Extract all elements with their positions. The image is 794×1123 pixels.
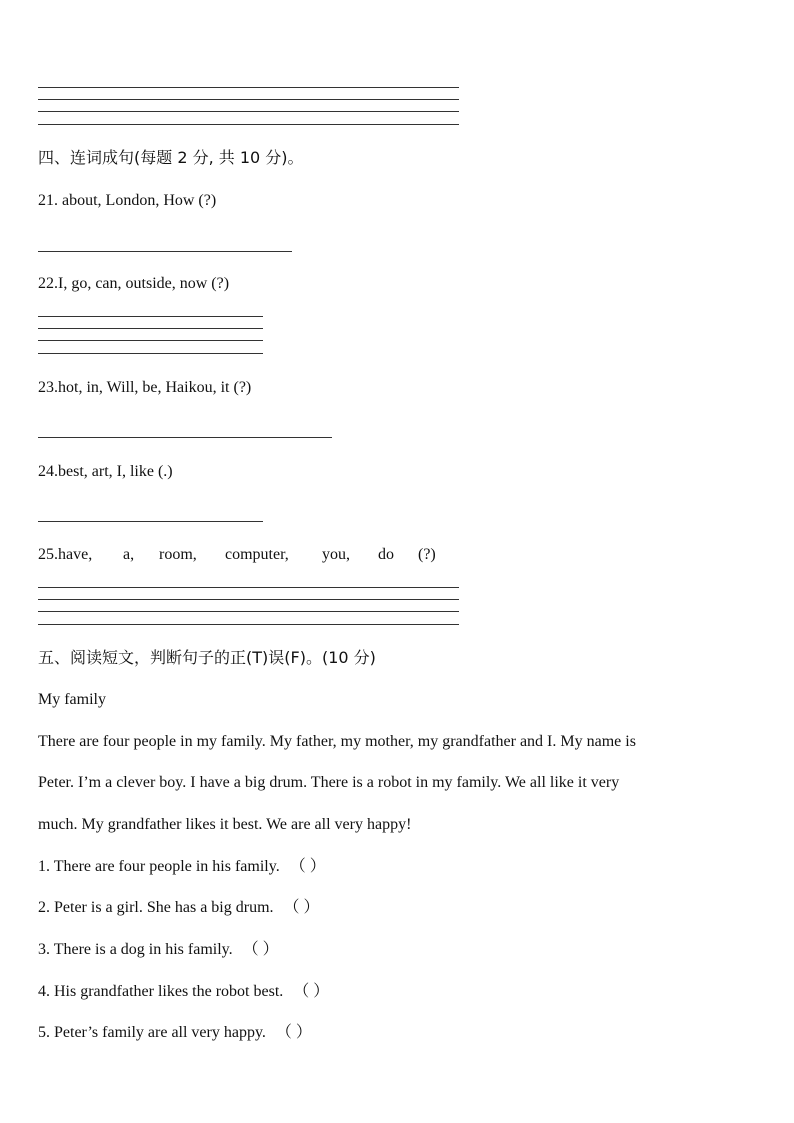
- question-words: .best, art, I, like (.): [54, 463, 173, 480]
- answer-line[interactable]: [38, 124, 459, 125]
- statement-text: 2. Peter is a girl. She has a big drum.: [38, 899, 274, 916]
- answer-line[interactable]: [38, 587, 459, 588]
- word: .have,: [54, 546, 93, 563]
- question-words: .I, go, can, outside, now (?): [54, 275, 230, 292]
- word: you,: [322, 546, 350, 563]
- answer-line[interactable]: [38, 624, 459, 625]
- statement-1: [38, 857, 326, 877]
- answer-line[interactable]: [38, 316, 263, 317]
- statement-text: 1. There are four people in his family.: [38, 858, 280, 875]
- answer-line[interactable]: [38, 599, 459, 600]
- question-21: [38, 191, 216, 211]
- passage-line: Peter. I’m a clever boy. I have a big drum. There is a robot in my family. We all like it very: [38, 774, 620, 791]
- word: room,: [159, 546, 197, 563]
- question-number: 21: [38, 192, 54, 209]
- question-24: [38, 462, 173, 482]
- word: do: [378, 546, 394, 563]
- answer-line[interactable]: [38, 611, 459, 612]
- question-number: 23: [38, 379, 54, 396]
- answer-line[interactable]: [38, 111, 459, 112]
- answer-line-23[interactable]: [38, 437, 332, 438]
- statement-4: [38, 982, 329, 1002]
- answer-line[interactable]: [38, 99, 459, 100]
- answer-line[interactable]: [38, 353, 263, 354]
- answer-line-21[interactable]: [38, 251, 292, 252]
- statement-3: [38, 940, 279, 960]
- question-words: .hot, in, Will, be, Haikou, it (?): [54, 379, 252, 396]
- statement-2: [38, 898, 320, 918]
- statement-text: 4. His grandfather likes the robot best.: [38, 983, 284, 1000]
- question-number: 25: [38, 546, 54, 563]
- question-number: 24: [38, 463, 54, 480]
- answer-line-24[interactable]: [38, 521, 263, 522]
- word: (?): [418, 546, 436, 563]
- passage-title: My family: [38, 691, 106, 708]
- answer-line[interactable]: [38, 87, 459, 88]
- answer-line[interactable]: [38, 328, 263, 329]
- statement-text: 5. Peter’s family are all very happy.: [38, 1024, 266, 1041]
- question-25: [38, 545, 440, 565]
- section4-heading: 四、连词成句(每题 2 分, 共 10 分)。: [38, 148, 304, 167]
- answer-blank[interactable]: （ ）: [283, 899, 320, 916]
- answer-blank[interactable]: （ ）: [275, 1024, 312, 1041]
- passage-line: much. My grandfather likes it best. We are all very happy!: [38, 816, 412, 833]
- statement-text: 3. There is a dog in his family.: [38, 941, 233, 958]
- answer-line[interactable]: [38, 340, 263, 341]
- answer-blank[interactable]: （ ）: [289, 858, 326, 875]
- word: computer,: [225, 546, 289, 563]
- question-number: 22: [38, 275, 54, 292]
- section5-heading: 五、阅读短文，判断句子的正(T)误(F)。(10 分): [38, 648, 376, 667]
- passage-line: There are four people in my family. My father, my mother, my grandfather and I. My name is: [38, 733, 636, 750]
- answer-blank[interactable]: （ ）: [293, 983, 330, 1000]
- question-23: [38, 378, 251, 398]
- answer-blank[interactable]: （ ）: [242, 941, 279, 958]
- word: a,: [123, 546, 135, 563]
- question-22: [38, 274, 229, 294]
- question-words: . about, London, How (?): [54, 192, 217, 209]
- statement-5: [38, 1023, 312, 1043]
